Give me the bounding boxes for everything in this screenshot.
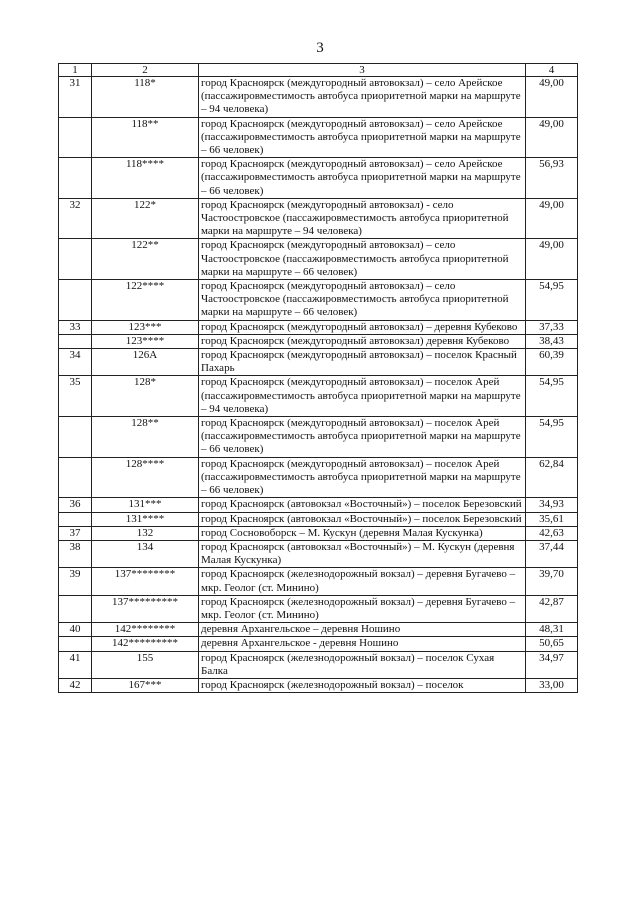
route-description: город Красноярск (междугородный автовокзал) – деревня Кубеково	[199, 320, 526, 334]
table-row	[59, 77, 578, 118]
table-row	[59, 198, 578, 239]
route-description: город Красноярск (междугородный автовокзал) – село Арейское (пассажировместимость автобуса приоритетной марки на маршруте – 66 человек)	[199, 117, 526, 158]
fare-value: 54,95	[526, 280, 578, 321]
row-number: 38	[59, 540, 92, 567]
route-number: 137********	[92, 568, 199, 595]
fare-value: 54,95	[526, 417, 578, 458]
table-row	[59, 349, 578, 376]
row-number: 33	[59, 320, 92, 334]
route-number: 132	[92, 526, 199, 540]
column-header-1: 1	[59, 64, 92, 77]
fare-value: 42,63	[526, 526, 578, 540]
row-number	[59, 334, 92, 348]
row-number: 42	[59, 678, 92, 692]
fare-value: 37,33	[526, 320, 578, 334]
fare-value: 62,84	[526, 457, 578, 498]
table-row	[59, 417, 578, 458]
route-description: город Красноярск (междугородный автовокзал) – село Частоостровское (пассажировместимость автобуса приоритетной марки на маршруте – 66 человек)	[199, 280, 526, 321]
route-description: город Красноярск (автовокзал «Восточный») – поселок Березовский	[199, 512, 526, 526]
route-description: деревня Архангельское – деревня Ношино	[199, 623, 526, 637]
table-row	[59, 651, 578, 678]
route-description: город Красноярск (междугородный автовокзал) – село Арейское (пассажировместимость автобуса приоритетной марки на маршруте – 66 человек)	[199, 158, 526, 199]
route-number: 118*	[92, 77, 199, 118]
row-number	[59, 280, 92, 321]
route-description: город Красноярск (междугородный автовокзал) – поселок Арей (пассажировместимость автобуса приоритетной марки на маршруте – 66 человек)	[199, 457, 526, 498]
row-number	[59, 457, 92, 498]
page-number: 3	[316, 40, 324, 56]
fare-value: 34,93	[526, 498, 578, 512]
fare-value: 54,95	[526, 376, 578, 417]
row-number: 34	[59, 349, 92, 376]
route-number: 126А	[92, 349, 199, 376]
route-description: город Красноярск (междугородный автовокзал) – поселок Арей (пассажировместимость автобуса приоритетной марки на маршруте – 94 человека)	[199, 376, 526, 417]
route-number: 128****	[92, 457, 199, 498]
row-number: 32	[59, 198, 92, 239]
route-number: 155	[92, 651, 199, 678]
route-description: город Красноярск (железнодорожный вокзал) – деревня Бугачево – мкр. Геолог (ст. Минино)	[199, 568, 526, 595]
route-description: город Красноярск (автовокзал «Восточный») – поселок Березовский	[199, 498, 526, 512]
route-description: город Красноярск (железнодорожный вокзал) – поселок Сухая Балка	[199, 651, 526, 678]
table-row	[59, 568, 578, 595]
row-number: 31	[59, 77, 92, 118]
fare-value: 42,87	[526, 595, 578, 622]
fare-value: 38,43	[526, 334, 578, 348]
route-number: 122****	[92, 280, 199, 321]
row-number	[59, 595, 92, 622]
row-number	[59, 158, 92, 199]
route-number: 167***	[92, 678, 199, 692]
route-description: деревня Архангельское - деревня Ношино	[199, 637, 526, 651]
row-number	[59, 239, 92, 280]
fare-value: 37,44	[526, 540, 578, 567]
row-number: 37	[59, 526, 92, 540]
route-description: город Сосновоборск – М. Кускун (деревня Малая Кускунка)	[199, 526, 526, 540]
route-description: город Красноярск (междугородный автовокзал) – село Арейское (пассажировместимость автобуса приоритетной марки на маршруте – 94 человека)	[199, 77, 526, 118]
fare-value: 50,65	[526, 637, 578, 651]
fare-value: 35,61	[526, 512, 578, 526]
fare-value: 48,31	[526, 623, 578, 637]
table-row	[59, 526, 578, 540]
column-header-3: 3	[199, 64, 526, 77]
row-number	[59, 117, 92, 158]
row-number	[59, 417, 92, 458]
table-row	[59, 457, 578, 498]
row-number: 39	[59, 568, 92, 595]
fare-value: 39,70	[526, 568, 578, 595]
route-number: 128*	[92, 376, 199, 417]
table-row	[59, 376, 578, 417]
table-row	[59, 320, 578, 334]
table-row	[59, 637, 578, 651]
route-number: 118**	[92, 117, 199, 158]
route-description: город Красноярск (железнодорожный вокзал) – поселок	[199, 678, 526, 692]
route-number: 131***	[92, 498, 199, 512]
route-number: 131****	[92, 512, 199, 526]
route-number: 142*********	[92, 637, 199, 651]
fare-value: 56,93	[526, 158, 578, 199]
table-row	[59, 678, 578, 692]
row-number: 41	[59, 651, 92, 678]
fare-value: 49,00	[526, 77, 578, 118]
route-number: 118****	[92, 158, 199, 199]
column-header-2: 2	[92, 64, 199, 77]
table-row	[59, 498, 578, 512]
table-row	[59, 158, 578, 199]
fares-table	[58, 63, 578, 693]
table-row	[59, 512, 578, 526]
route-number: 137*********	[92, 595, 199, 622]
route-number: 128**	[92, 417, 199, 458]
route-number: 123****	[92, 334, 199, 348]
column-header-row	[59, 64, 578, 77]
row-number: 40	[59, 623, 92, 637]
column-header-4: 4	[526, 64, 578, 77]
route-number: 122*	[92, 198, 199, 239]
fare-value: 33,00	[526, 678, 578, 692]
table-row	[59, 117, 578, 158]
route-description: город Красноярск (междугородный автовокзал) - село Частоостровское (пассажировместимость автобуса приоритетной марки на маршруте – 94 человека)	[199, 198, 526, 239]
route-description: город Красноярск (железнодорожный вокзал) – деревня Бугачево – мкр. Геолог (ст. Минино)	[199, 595, 526, 622]
route-description: город Красноярск (междугородный автовокзал) деревня Кубеково	[199, 334, 526, 348]
table-row	[59, 623, 578, 637]
route-number: 142********	[92, 623, 199, 637]
row-number	[59, 512, 92, 526]
row-number: 36	[59, 498, 92, 512]
table-row	[59, 239, 578, 280]
route-description: город Красноярск (междугородный автовокзал) – поселок Красный Пахарь	[199, 349, 526, 376]
row-number	[59, 637, 92, 651]
route-description: город Красноярск (междугородный автовокзал) – поселок Арей (пассажировместимость автобуса приоритетной марки на маршруте – 66 человек)	[199, 417, 526, 458]
table-row	[59, 595, 578, 622]
fare-value: 60,39	[526, 349, 578, 376]
route-description: город Красноярск (автовокзал «Восточный») – М. Кускун (деревня Малая Кускунка)	[199, 540, 526, 567]
fare-value: 34,97	[526, 651, 578, 678]
table-row	[59, 280, 578, 321]
table-row	[59, 334, 578, 348]
route-number: 122**	[92, 239, 199, 280]
fare-value: 49,00	[526, 117, 578, 158]
row-number: 35	[59, 376, 92, 417]
route-number: 123***	[92, 320, 199, 334]
route-description: город Красноярск (междугородный автовокзал) – село Частоостровское (пассажировместимость автобуса приоритетной марки на маршруте – 66 человек)	[199, 239, 526, 280]
route-number: 134	[92, 540, 199, 567]
fare-value: 49,00	[526, 198, 578, 239]
fares-table-body	[59, 64, 578, 693]
table-row	[59, 540, 578, 567]
fare-value: 49,00	[526, 239, 578, 280]
